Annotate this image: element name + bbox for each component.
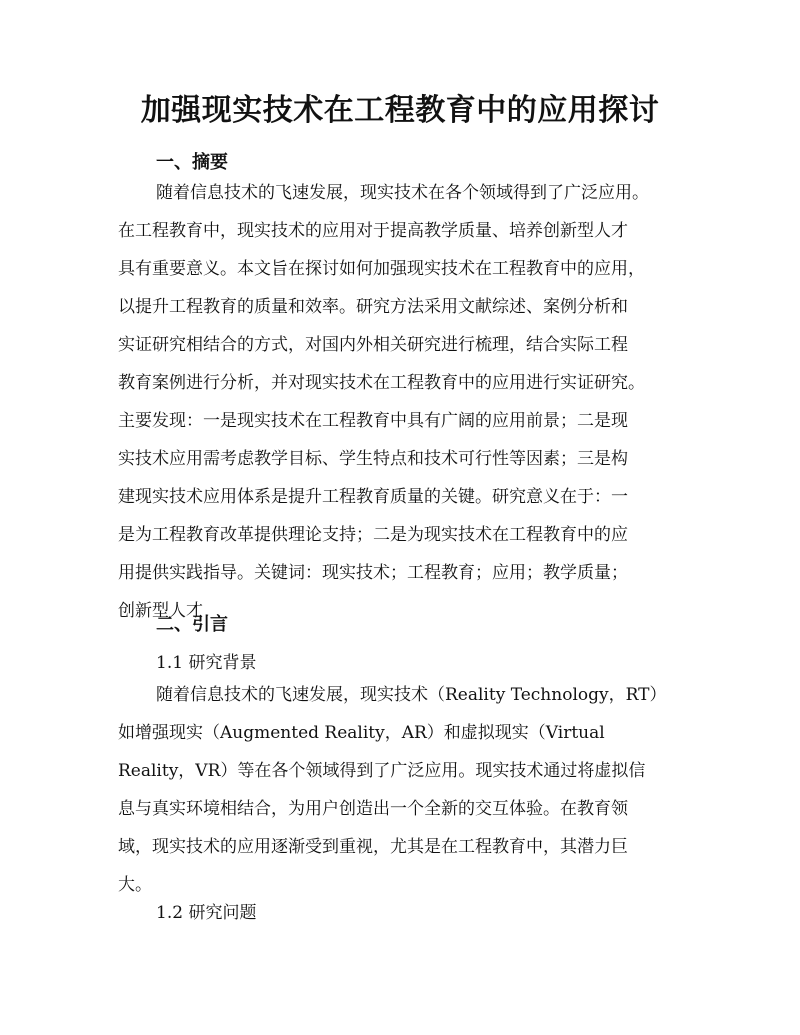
paragraph-line: Reality，VR）等在各个领域得到了广泛应用。现实技术通过将虚拟信 — [118, 761, 646, 781]
subsection-heading-background: 1.1 研究背景 — [156, 653, 257, 673]
section-heading-introduction: 二、引言 — [156, 614, 228, 635]
paragraph-line: 随着信息技术的飞速发展，现实技术在各个领域得到了广泛应用。 — [156, 183, 649, 203]
paragraph-line: 具有重要意义。本文旨在探讨如何加强现实技术在工程教育中的应用， — [118, 259, 645, 279]
paragraph-line: 如增强现实（Augmented Reality，AR）和虚拟现实（Virtual — [118, 723, 605, 743]
document-title: 加强现实技术在工程教育中的应用探讨 — [140, 93, 660, 128]
abstract-paragraph — [118, 174, 683, 630]
paragraph-line: 随着信息技术的飞速发展，现实技术（Reality Technology，RT） — [156, 685, 667, 705]
paragraph-line: 主要发现：一是现实技术在工程教育中具有广阔的应用前景；二是现 — [118, 411, 628, 431]
paragraph-line: 实证研究相结合的方式，对国内外相关研究进行梳理，结合实际工程 — [118, 335, 628, 355]
paragraph-line: 是为工程教育改革提供理论支持；二是为现实技术在工程教育中的应 — [118, 525, 628, 545]
background-paragraph — [118, 676, 683, 904]
paragraph-line: 用提供实践指导。关键词：现实技术；工程教育；应用；教学质量； — [118, 563, 628, 583]
paragraph-line: 建现实技术应用体系是提升工程教育质量的关键。研究意义在于：一 — [118, 487, 628, 507]
section-heading-abstract: 一、摘要 — [156, 152, 228, 173]
paragraph-line: 教育案例进行分析，并对现实技术在工程教育中的应用进行实证研究。 — [118, 373, 645, 393]
paragraph-line: 实技术应用需考虑教学目标、学生特点和技术可行性等因素；三是构 — [118, 449, 628, 469]
subsection-heading-research-question: 1.2 研究问题 — [156, 903, 257, 923]
paragraph-line: 大。 — [118, 875, 152, 895]
paragraph-line: 以提升工程教育的质量和效率。研究方法采用文献综述、案例分析和 — [118, 297, 628, 317]
paragraph-line: 创新型人才 — [118, 601, 203, 621]
paragraph-line: 在工程教育中，现实技术的应用对于提高教学质量、培养创新型人才 — [118, 221, 628, 241]
paragraph-line: 息与真实环境相结合，为用户创造出一个全新的交互体验。在教育领 — [118, 799, 628, 819]
paragraph-line: 域，现实技术的应用逐渐受到重视，尤其是在工程教育中，其潜力巨 — [118, 837, 628, 857]
